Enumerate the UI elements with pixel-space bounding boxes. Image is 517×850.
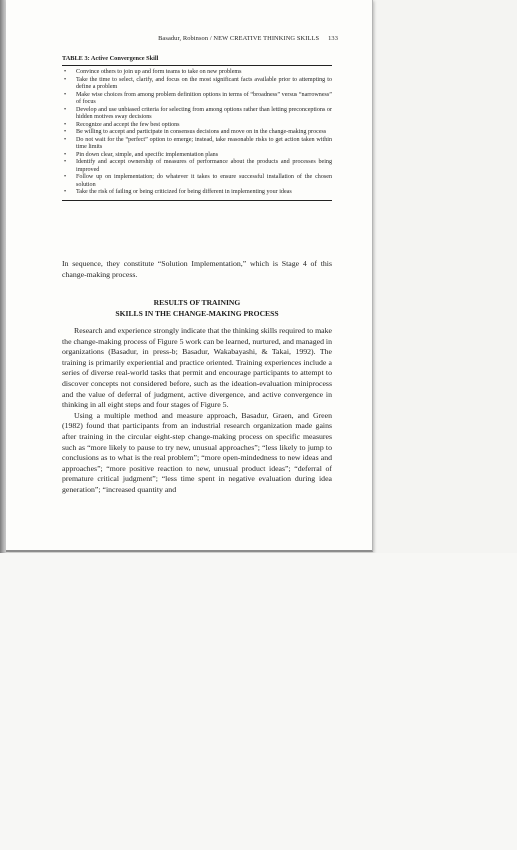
- list-item: [62, 107, 332, 122]
- list-item-text: Do not wait for the “perfect” option to emerge; instead, take reasonable risks to get action taken within time limits: [76, 136, 332, 150]
- running-head-title: Basadur, Robinson / NEW CREATIVE THINKING SKILLS: [158, 35, 320, 42]
- list-item: [62, 189, 332, 197]
- table-top-rule: [62, 65, 332, 66]
- page-number: 133: [328, 35, 338, 42]
- list-item-text: Follow up on implementation; do whatever it takes to ensure successful installation of the chosen solution: [76, 174, 332, 188]
- table-caption: TABLE 3: Active Convergence Skill: [62, 55, 159, 62]
- intro-paragraph-text: In sequence, they constitute “Solution Implementation,” which is Stage 4 of this change-making process.: [62, 259, 332, 279]
- bullet-icon: •: [64, 136, 67, 143]
- section-heading-line-1: RESULTS OF TRAINING: [153, 298, 241, 307]
- bullet-icon: •: [64, 159, 67, 165]
- body-paragraph: Using a multiple method and measure approach, Basadur, Graen, and Green (1982) found that participants from an industrial research organization made gains after training in the circular eight-step change-making process on specific measures such as “more likely to pause to try new, unusual approaches”; “less likely to jump to conclusions as to what is the real problem”; “more open-mindedness to new ideas and approaches”; “more positive reaction to new, unusual product ideas”; “deferral of premature critical judgment”; “less time spent in negative evaluation during idea generation”; “increased quantity and: [62, 410, 332, 494]
- bullet-icon: •: [64, 69, 67, 75]
- bullet-icon: •: [64, 129, 67, 135]
- list-item-text: Take the time to select, clarify, and focus on the most significant facts available prior to attempting to define a problem: [76, 76, 332, 90]
- list-item-text: Identify and accept ownership of measures of performance about the products and processes being improved: [76, 159, 332, 173]
- bullet-icon: •: [64, 91, 67, 98]
- results-body: [62, 326, 332, 496]
- list-item-text: Take the risk of failing or being criticized for being different in implementing your ideas: [76, 189, 292, 195]
- section-heading-line-2: SKILLS IN THE CHANGE-MAKING PROCESS: [115, 308, 279, 318]
- list-item-text: Recognize and accept the few best options: [76, 121, 180, 128]
- bullet-icon: •: [64, 189, 67, 195]
- list-item: [62, 77, 332, 92]
- intro-paragraph: [62, 259, 332, 280]
- section-heading: [62, 298, 332, 319]
- running-head: [46, 35, 338, 42]
- list-item: [62, 69, 332, 77]
- list-item: [62, 129, 332, 137]
- bullet-icon: •: [64, 151, 67, 158]
- bullet-icon: •: [64, 174, 67, 180]
- list-item-text: Convince others to join up and form teams to take on new problems: [76, 69, 242, 75]
- list-item: [62, 92, 332, 107]
- list-item-text: Be willing to accept and participate in consensus decisions and move on in the change-making process: [76, 129, 327, 135]
- bullet-icon: •: [64, 76, 67, 83]
- list-item: [62, 159, 332, 174]
- list-item: [62, 137, 332, 152]
- body-paragraph: Research and experience strongly indicate that the thinking skills required to make the change-making process of Figure 5 work can be learned, nurtured, and managed in organizations (Basadur, in press-b; Basadur, Wakabayashi, & Takai, 1992). The training is primarily experiential and practice oriented. Training experiences include a series of diverse real-world tasks that permit and encourage participants to attempt to discover concepts not considered before, such as the ideation-evaluation miniprocess and the value of deferral of judgment, active divergence, and active convergence in thinking in all eight steps and four stages of Figure 5.: [62, 326, 332, 410]
- scanner-background: [0, 553, 517, 850]
- bullet-icon: •: [64, 106, 67, 113]
- bullet-icon: •: [64, 121, 67, 128]
- table-bottom-rule: [62, 200, 332, 201]
- list-item: [62, 122, 332, 130]
- list-item: [62, 152, 332, 160]
- table-3: [62, 55, 332, 201]
- list-item-text: Make wise choices from among problem definition options in terms of “broadness” versus “narrowness” of focus: [76, 91, 332, 105]
- list-item-text: Develop and use unbiased criteria for selecting from among options rather than letting preconceptions or hidden motives sway decisions: [76, 106, 332, 120]
- list-item-text: Pin down clear, simple, and specific implementation plans: [76, 151, 219, 158]
- bullet-list: [62, 69, 332, 197]
- list-item: [62, 174, 332, 189]
